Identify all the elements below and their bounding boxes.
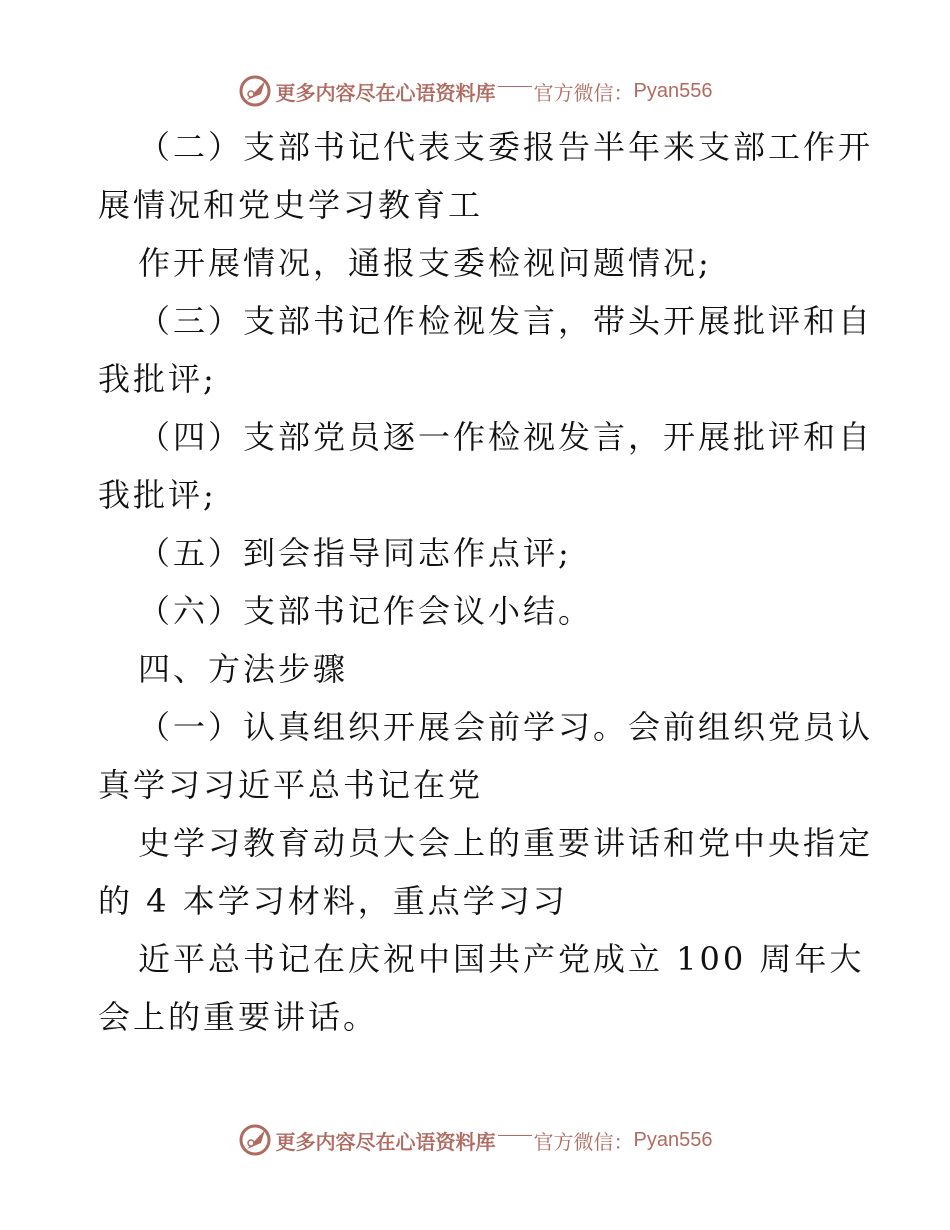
quill-pen-logo-icon <box>238 1123 272 1157</box>
banner-brand-text: 更多内容尽在心语资料库 <box>275 1129 496 1154</box>
banner-contact-id: Pyan556 <box>633 1128 713 1151</box>
body-text-line: 近平总书记在庆祝中国共产党成立 100 周年大 <box>138 940 865 978</box>
banner-dash <box>498 1135 532 1136</box>
body-text-line: 的 4 本学习材料，重点学习习 <box>98 882 568 920</box>
banner-contact-label: 官方微信： <box>533 80 634 105</box>
body-text-line: （四）支部党员逐一作检视发言，开展批评和自 <box>138 418 874 456</box>
banner-contact-label: 官方微信： <box>533 1129 634 1154</box>
body-text-line: 我批评; <box>98 476 217 514</box>
body-text-line: 会上的重要讲话。 <box>98 998 379 1036</box>
body-text-line: 真学习习近平总书记在党 <box>98 766 484 804</box>
body-text-line: 史学习教育动员大会上的重要讲话和党中央指定 <box>138 824 874 862</box>
body-text-line: （六）支部书记作会议小结。 <box>138 592 594 630</box>
banner-dash <box>498 86 532 87</box>
body-text-line: （一）认真组织开展会前学习。会前组织党员认 <box>138 708 874 746</box>
body-text-line: 展情况和党史学习教育工 <box>98 186 484 224</box>
footer-banner <box>0 1120 950 1160</box>
body-text-line: （二）支部书记代表支委报告半年来支部工作开 <box>138 128 874 166</box>
document-body <box>98 118 874 1046</box>
body-text-line: 四、方法步骤 <box>138 650 349 688</box>
body-text-line: 我批评; <box>98 360 217 398</box>
banner-contact-id: Pyan556 <box>633 79 713 102</box>
quill-pen-logo-icon <box>238 74 272 108</box>
header-banner <box>0 71 950 111</box>
body-text-line: （三）支部书记作检视发言，带头开展批评和自 <box>138 302 874 340</box>
banner-brand-text: 更多内容尽在心语资料库 <box>275 80 496 105</box>
body-text-line: 作开展情况，通报支委检视问题情况; <box>138 244 712 282</box>
body-text-line: （五）到会指导同志作点评; <box>138 534 572 572</box>
